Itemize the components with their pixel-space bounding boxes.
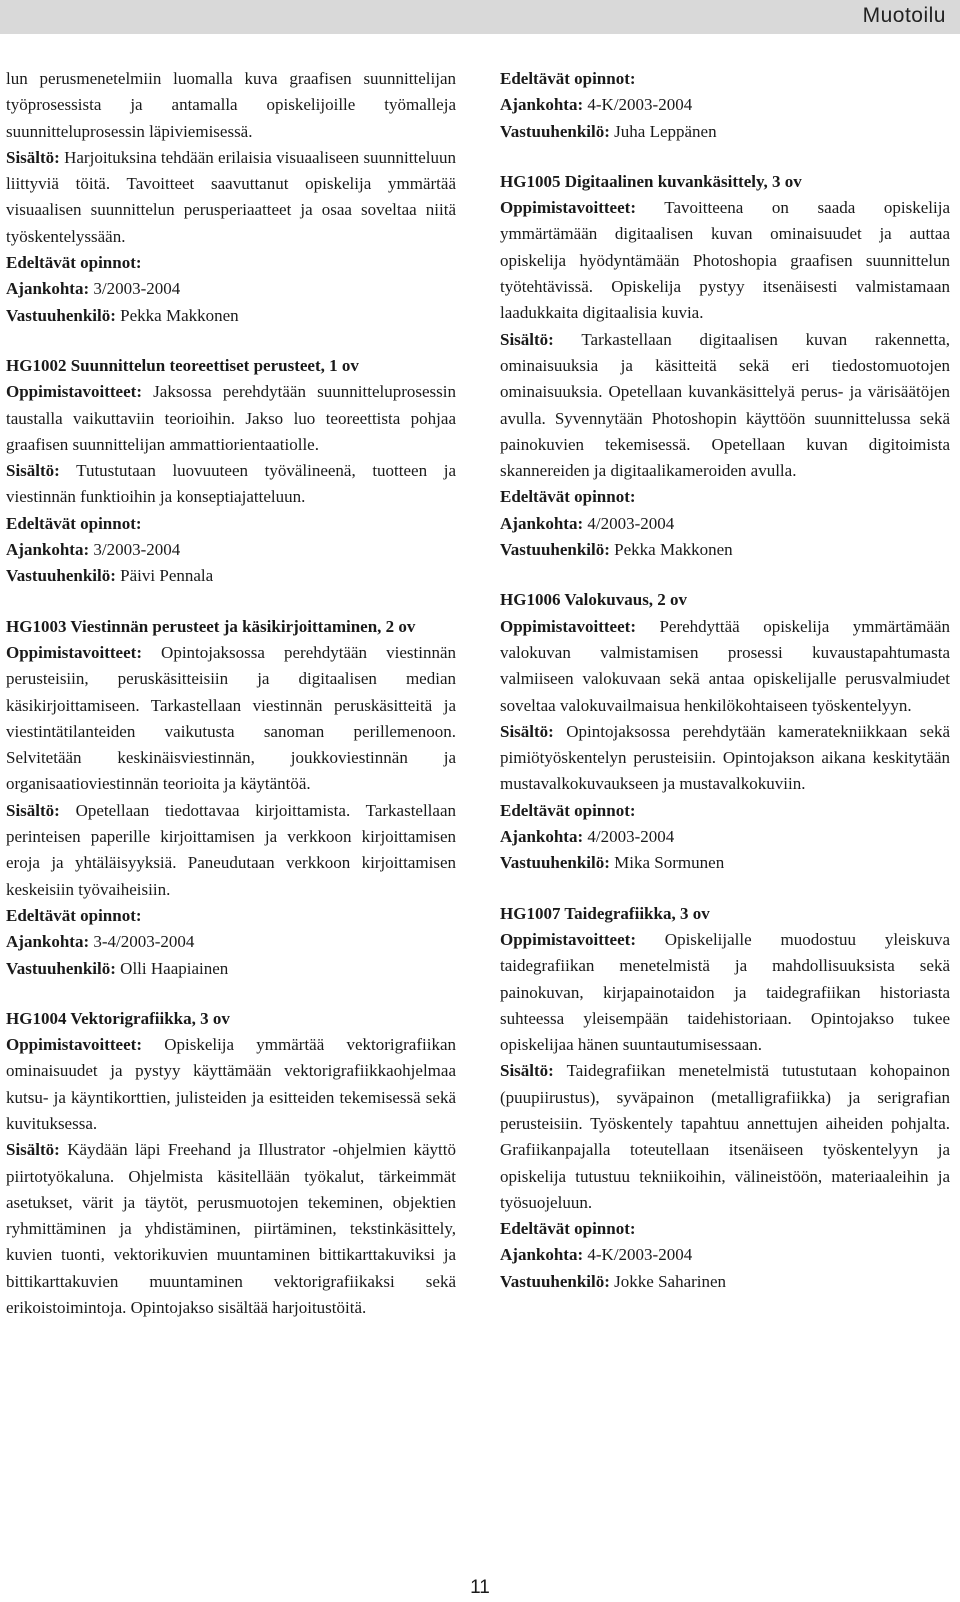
labeled-paragraph — [500, 719, 950, 798]
field-text: Perehdyttää opiskelija ymmärtämään valokuvan valmistamisen prosessi kuvaustapahtumasta valmiiseen valokuvaan sekä antaa opiskelijalle perusvalmiudet soveltaa valokuvailmaisua henkilökohtaiseen työskentelyyn. — [500, 616, 951, 715]
field-text: Tavoitteena on saada opiskelija ymmärtämään digitaalisen kuvan ominaisuudet ja auttaa opiskelija hyödyntämään Photoshopia graafisen suunnittelun työtehtävissä. Opiskelija pystyy itsenäisesti valmistamaan laadukkaita digitaalisia kuvia. — [500, 198, 950, 323]
field-label: Ajankohta: — [500, 827, 584, 847]
field-label: Oppimistavoitteet: — [500, 616, 636, 636]
field-text: 4-K/2003-2004 — [587, 1245, 693, 1265]
labeled-paragraph — [6, 956, 456, 982]
labeled-paragraph — [500, 327, 950, 485]
labeled-paragraph — [6, 640, 456, 798]
field-label: Edeltävät opinnot: — [6, 253, 142, 273]
labeled-paragraph — [6, 303, 456, 329]
labeled-paragraph — [6, 458, 456, 511]
field-text: 4/2003-2004 — [587, 513, 675, 533]
field-text: Käydään läpi Freehand ja Illustrator -ohjelmien käyttö piirtotyökaluna. Ohjelmista käsitellään työkalut, tärkeimmät asetukset, värit ja täytöt, perusmuotojen tekeminen, objektien ryhmittäminen ja yhdistäminen, piirtäminen, tekstinkäsittely, kuvien tuonti, vektorikuvien muuntaminen bittikarttakuviksi ja bittikarttakuvien muuntaminen vektorigrafiikaksi sekä erikoistoimintoja. Opintojakso sisältää harjoitustöitä. — [6, 1140, 457, 1318]
field-label: Ajankohta: — [6, 540, 90, 560]
field-label: Edeltävät opinnot: — [6, 905, 142, 925]
labeled-paragraph — [6, 903, 456, 929]
field-text: 3-4/2003-2004 — [93, 932, 195, 952]
field-text: Tutustutaan luovuuteen työvälineenä, tuotteen ja viestinnän funktioihin ja konseptiajatteluun. — [6, 461, 456, 507]
labeled-paragraph — [500, 119, 950, 145]
field-text: Opintojaksossa perehdytään kameratekniikkaan sekä pimiötyöskentelyn perusteisiin. Opintojakson aikana keskitytään mustavalkokuvaukseen ja mustavalkokuviin. — [500, 721, 951, 794]
field-label: Sisältö: — [500, 329, 554, 349]
field-label: Vastuuhenkilö: — [500, 1271, 610, 1291]
field-label: Edeltävät opinnot: — [500, 487, 636, 507]
labeled-paragraph — [6, 929, 456, 955]
labeled-paragraph — [500, 1269, 950, 1295]
field-label: Oppimistavoitteet: — [6, 1035, 142, 1055]
labeled-paragraph — [6, 563, 456, 589]
field-label: Oppimistavoitteet: — [500, 198, 636, 218]
field-label: Sisältö: — [500, 1061, 554, 1081]
course-title: HG1003 Viestinnän perusteet ja käsikirjoittaminen, 2 ov — [6, 616, 416, 636]
section-title: Muotoilu — [862, 4, 946, 27]
labeled-paragraph — [6, 250, 456, 276]
labeled-paragraph — [500, 92, 950, 118]
page-header — [0, 0, 960, 34]
field-label: Edeltävät opinnot: — [6, 513, 142, 533]
right-column — [500, 66, 950, 1295]
field-label: Vastuuhenkilö: — [6, 566, 116, 586]
field-label: Ajankohta: — [500, 513, 584, 533]
field-text: Jaksossa perehdytään suunnitteluprosessin taustalla vaikuttaviin teorioihin. Jakso luo teoreettista pohjaa graafisen suunnittelijan ammattiorientaatiolle. — [6, 382, 456, 454]
field-label: Vastuuhenkilö: — [500, 540, 610, 560]
field-text: Olli Haapiainen — [120, 958, 229, 978]
field-text: Opintojaksossa perehdytään viestinnän perusteisiin, peruskäsitteisiin ja digitaalisen median käsikirjoittamiseen. Tarkastellaan viestinnän peruskäsitteitä ja viestintätilanteiden vaikutusta sanoman perillemenoon. Selvitetään keskinäisviestinnän, joukkoviestinnän ja organisaatioviestinnän teorioita ja käytäntöä. — [6, 642, 456, 794]
field-label: Oppimistavoitteet: — [500, 929, 636, 949]
labeled-paragraph — [6, 276, 456, 302]
labeled-paragraph — [500, 484, 950, 510]
field-text: 4-K/2003-2004 — [587, 95, 693, 115]
field-text: Taidegrafiikan menetelmistä tutustutaan kohopainon (puupiirustus), syväpainon (metalligrafiikka) ja serigrafian perusteisiin. Työskentely tapahtuu annettujen aiheiden pohjalta. Grafiikanpajalla toteutellaan itsenäiseen työskentelyyn ja opiskelija tutustuu tekniikoihin, välineistöön, materiaaleihin ja työsuojeluun. — [500, 1061, 950, 1212]
labeled-paragraph — [500, 1058, 950, 1216]
field-label: Edeltävät opinnot: — [500, 69, 636, 88]
field-label: Sisältö: — [6, 800, 60, 820]
field-label: Ajankohta: — [500, 95, 584, 115]
field-label: Oppimistavoitteet: — [6, 642, 142, 662]
field-label: Vastuuhenkilö: — [6, 958, 116, 978]
field-text: 3/2003-2004 — [93, 279, 181, 299]
field-label: Sisältö: — [6, 147, 60, 167]
left-column — [6, 66, 456, 1321]
field-label: Vastuuhenkilö: — [500, 853, 610, 873]
paragraph: lun perusmenetelmiin luomalla kuva graafisen suunnittelijan työprosessista ja antamalla opiskelijoille työmalleja suunnitteluprosessin läpiviemisessä. — [6, 69, 456, 141]
field-label: Ajankohta: — [6, 279, 90, 299]
labeled-paragraph — [500, 537, 950, 563]
course-title: HG1007 Taidegrafiikka, 3 ov — [500, 903, 710, 923]
labeled-paragraph — [6, 798, 456, 903]
labeled-paragraph — [500, 511, 950, 537]
field-text: Tarkastellaan digitaalisen kuvan rakennetta, ominaisuuksia ja käsitteitä sekä eri tiedostomuotojen ominaisuuksia. Opetellaan kuvankäsittelyä perus- ja värisäätöjen avulla. Syvennytään Photoshopin käyttöön suunnittelussa sekä painokuvien tekemisessä. Opetellaan kuvan digitoimista skannereiden ja digitaalikameroiden avulla. — [500, 329, 950, 481]
field-label: Edeltävät opinnot: — [500, 1219, 636, 1239]
field-text: Juha Leppänen — [614, 121, 717, 141]
page-number: 11 — [470, 1577, 490, 1598]
field-text: Jokke Saharinen — [614, 1271, 727, 1291]
field-text: Opetellaan tiedottavaa kirjoittamista. Tarkastellaan perinteisen paperille kirjoittamisen ja verkkoon kirjoittamisen eroja ja yhtäläisyyksiä. Paneudutaan verkkoon kirjoittamisen keskeisiin työvaiheisiin. — [6, 800, 457, 899]
field-text: Opiskelija ymmärtää vektorigrafiikan ominaisuudet ja pystyy käyttämään vektorigrafiikkaohjelmaa kutsu- ja käyntikorttien, julisteiden ja esitteiden tekemisessä sekä kuvituksessa. — [6, 1035, 456, 1133]
field-label: Sisältö: — [6, 1140, 60, 1160]
field-text: 3/2003-2004 — [93, 540, 181, 560]
field-label: Sisältö: — [6, 461, 60, 481]
field-text: Opiskelijalle muodostuu yleiskuva taidegrafiikan menetelmistä ja mahdollisuuksista sekä painokuvan, kirjapainotaidon ja taidegrafiikan historiasta suhteessa yleisempään taidehistoriaan. Opintojakso tukee opiskelijaa hänen suuntautumisessaan. — [500, 929, 950, 1055]
field-label: Ajankohta: — [500, 1245, 584, 1265]
course-title: HG1005 Digitaalinen kuvankäsittely, 3 ov — [500, 171, 802, 191]
labeled-paragraph — [500, 927, 950, 1058]
field-label: Ajankohta: — [6, 932, 90, 952]
course-title: HG1006 Valokuvaus, 2 ov — [500, 590, 688, 610]
labeled-paragraph — [6, 1137, 456, 1321]
field-label: Vastuuhenkilö: — [6, 305, 116, 325]
labeled-paragraph — [500, 850, 950, 876]
labeled-paragraph — [500, 824, 950, 850]
labeled-paragraph — [500, 195, 950, 326]
field-text: Harjoituksina tehdään erilaisia visuaaliseen suunnitteluun liittyviä töitä. Tavoitteet saavuttanut opiskelija ymmärtää visuaalisen suunnittelun perusperiaatteet ja osaa soveltaa niitä työskentelyssään. — [6, 147, 456, 246]
field-label: Edeltävät opinnot: — [500, 800, 636, 820]
field-text: Pekka Makkonen — [120, 305, 239, 325]
course-title: HG1002 Suunnittelun teoreettiset perusteet, 1 ov — [6, 355, 359, 375]
labeled-paragraph — [500, 798, 950, 824]
field-label: Sisältö: — [500, 721, 554, 741]
course-title: HG1004 Vektorigrafiikka, 3 ov — [6, 1008, 230, 1028]
field-text: 4/2003-2004 — [587, 827, 675, 847]
field-label: Oppimistavoitteet: — [6, 382, 142, 402]
labeled-paragraph — [500, 1242, 950, 1268]
field-label: Vastuuhenkilö: — [500, 121, 610, 141]
labeled-paragraph — [6, 379, 456, 458]
labeled-paragraph — [6, 537, 456, 563]
labeled-paragraph — [6, 145, 456, 250]
labeled-paragraph — [500, 66, 950, 92]
labeled-paragraph — [500, 1216, 950, 1242]
labeled-paragraph — [6, 1032, 456, 1137]
field-text: Päivi Pennala — [120, 566, 214, 586]
labeled-paragraph — [500, 614, 950, 719]
labeled-paragraph — [6, 511, 456, 537]
field-text: Pekka Makkonen — [614, 540, 733, 560]
field-text: Mika Sormunen — [614, 853, 725, 873]
